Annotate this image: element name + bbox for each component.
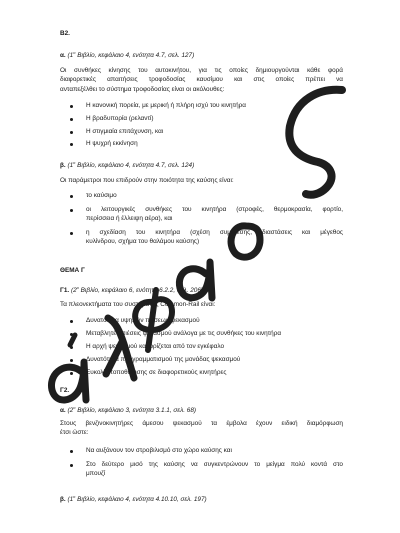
bullet-icon <box>70 333 73 336</box>
bullet-icon <box>70 143 73 146</box>
bullet-icon <box>70 464 73 467</box>
ref-text: ($1^o$ Βιβλίο, κεφάλαιο 4, ενότητα 4.10.10, σελ. 197) <box>67 494 207 503</box>
ref-line-b2a <box>60 48 194 60</box>
bullet-icon <box>70 232 73 235</box>
text-line: έτσι ώστε: <box>60 429 89 437</box>
item-label: β. <box>60 496 66 503</box>
paragraph-g2a <box>60 419 343 438</box>
list-item: Η κανονική πορεία, με μερική ή πλήρη ισχύ του κινητήρα <box>86 102 247 109</box>
bullet-icon <box>70 209 73 212</box>
paragraph-b2a <box>60 66 343 94</box>
list-item: Να αυξάνουν τον στροβιλισμό στο χώρο καύσης και <box>86 447 232 454</box>
ref-line-b2b <box>60 158 194 170</box>
list-item: Μεταβλητές πιέσεις ψεκασμού ανάλογα με τις συνθήκες του κινητήρα <box>86 330 282 337</box>
item-label: β. <box>60 162 66 169</box>
list-item: Η στιγμιαία επιτάχυνση, και <box>86 128 164 135</box>
text-line: ανταπεξέλθει το σύστημα τροφοδοσίας είναι οι ακόλουθες: <box>60 85 225 93</box>
watermark-accent <box>70 335 75 345</box>
list-item <box>86 460 343 479</box>
item-label: Γ1. <box>60 287 70 294</box>
bullet-icon <box>70 195 73 198</box>
list-item <box>86 228 343 247</box>
text-line: περίσσεια ή έλλειψη αέρα), και <box>86 215 173 223</box>
ref-text: ($1^o$ Βιβλίο, κεφάλαιο 4, ενότητα 4.7, σελ. 124) <box>67 160 195 169</box>
bullet-icon <box>70 359 73 362</box>
ref-line-g2a <box>60 403 196 415</box>
list-item: Ευκολία τοποθέτησης σε διαφορετικούς κινητήρες <box>86 369 227 376</box>
ref-text: ($2^o$ Βιβλίο, κεφάλαιο 3, ενότητα 3.1.1, σελ. 68) <box>67 405 197 414</box>
item-label: α. <box>60 52 66 59</box>
bullet-icon <box>70 346 73 349</box>
list-item: Δυνατότητα υψηλών πιέσεων ψεκασμού <box>86 317 200 324</box>
list-item <box>86 205 343 224</box>
paragraph-b2b: Οι παράμετροι που επιδρούν στην ποιότητα της καύσης είναι: <box>60 177 234 184</box>
list-item: Η ψυχρή εκκίνηση <box>86 140 138 147</box>
section-heading-g2: Γ2. <box>60 387 70 394</box>
text-line: Οι συνθήκες κίνησης του αυτοκινήτου, για τις οποίες δημιουργούνται κάθε φορά <box>60 67 343 74</box>
ref-line-g1 <box>60 283 203 295</box>
text-line: οι λειτουργικές συνθήκες του κινητήρα (στροφές, θερμοκρασία, φορτίο, <box>86 206 343 213</box>
text-line: η σχεδίαση του κινητήρα (σχέση συμπίεσης, διαστάσεις και μέγεθος <box>86 229 343 236</box>
bullet-icon <box>70 320 73 323</box>
list-item: Η βραδυπορία (ρελαντί) <box>86 115 154 122</box>
bullet-icon <box>70 118 73 121</box>
paragraph-g1: Τα πλεονεκτήματα του συστήματος Common-Rail είναι: <box>60 301 216 308</box>
text-line: κυλίνδρου, σχήμα του θαλάμου καύσης) <box>86 238 200 246</box>
text-line: Στους βενζινοκινητήρες άμεσου ψεκασμού τα έμβολα έχουν ειδική διαμόρφωση <box>60 420 343 427</box>
list-item: το καύσιμο <box>86 192 117 199</box>
watermark-letter-final-sigma <box>289 90 342 195</box>
text-line: διαφορετικές απαιτήσεις τροφοδοσίας καυσίμου και στις οποίες πρέπει να <box>60 76 343 84</box>
section-heading-theme-c: ΘΕΜΑ Γ <box>60 267 85 274</box>
text-line: μπουζί <box>86 470 106 478</box>
bullet-icon <box>70 131 73 134</box>
bullet-icon <box>70 372 73 375</box>
section-heading-b2: Β2. <box>60 30 70 37</box>
bullet-icon <box>70 105 73 108</box>
ref-line-g2b <box>60 492 207 504</box>
item-label: α. <box>60 407 66 414</box>
list-item: Δυνατότητα προγραμματισμού της μονάδας ψεκασμού <box>86 356 241 363</box>
text-line: Στο δεύτερο μισό της καύσης να συγκεντρώνουν το μείγμα πολύ κοντά στο <box>86 461 343 468</box>
bullet-icon <box>70 450 73 453</box>
list-item: Η αρχή ψεκασμού καθορίζεται από τον εγκέφαλο <box>86 343 225 350</box>
ref-text: ($1^o$ Βιβλίο, κεφάλαιο 4, ενότητα 4.7, σελ. 127) <box>67 50 195 59</box>
ref-text: ($2^o$ Βιβλίο, κεφάλαιο 6, ενότητα 6.2.2, σελ. 206) <box>70 285 204 294</box>
